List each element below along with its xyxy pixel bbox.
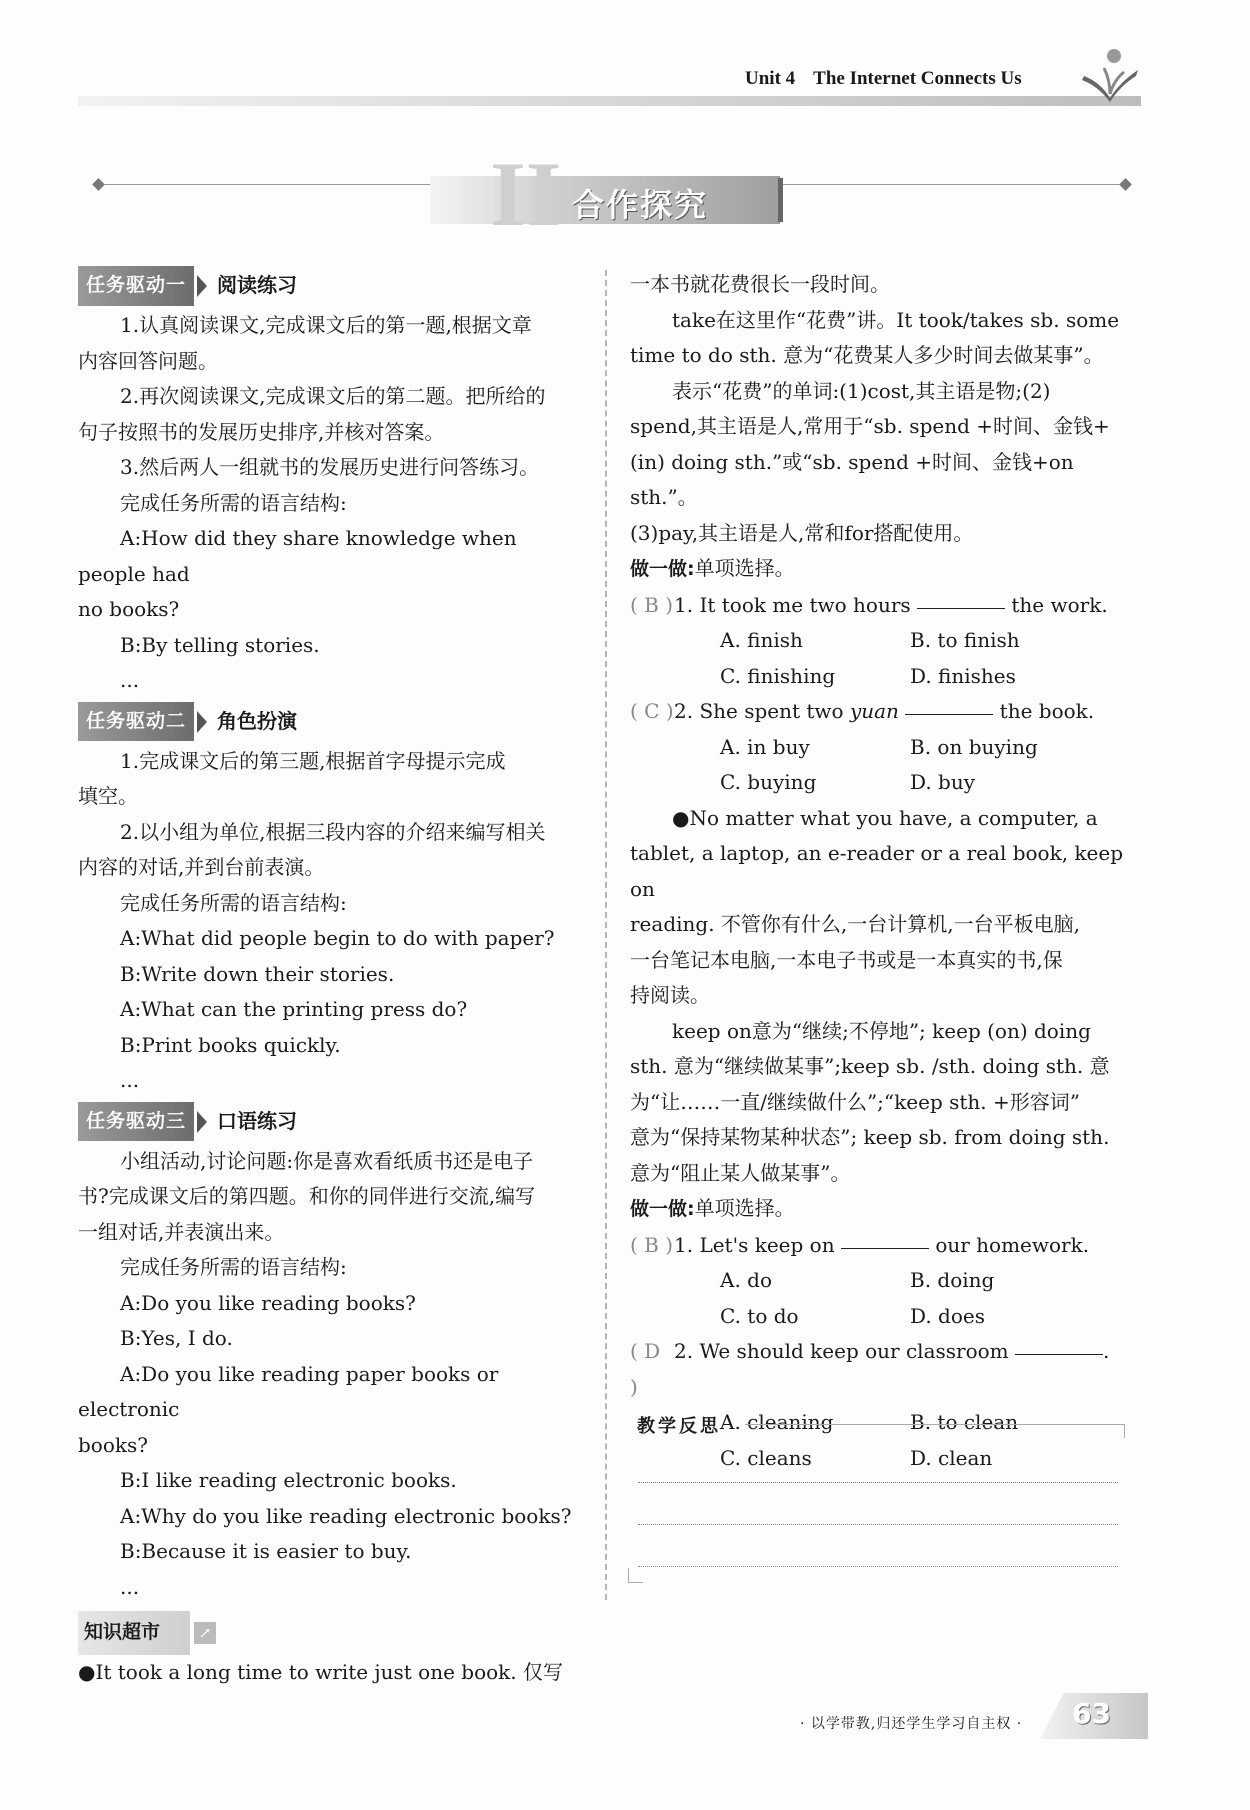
text-line: 完成任务所需的语言结构: [120, 490, 347, 515]
footer-motto: · 以学带教,归还学生学习自主权 · [800, 1716, 1023, 1732]
option: C. to do [720, 1303, 799, 1328]
arrow-icon [197, 275, 207, 297]
text-line: 一台笔记本电脑,一本电子书或是一本真实的书,保 [630, 947, 1063, 972]
exercise-instruction: 单项选择。 [694, 1196, 795, 1220]
text-line: 3.然后两人一组就书的发展历史进行问答练习。 [120, 455, 540, 479]
answer-blank [917, 588, 1005, 609]
option: D. clean [910, 1445, 993, 1470]
reflection-title: 教学反思 [637, 1416, 721, 1437]
section-title: 合作探究 [572, 186, 709, 224]
option: B. on buying [910, 734, 1038, 759]
text-line: A:What can the printing press do? [120, 997, 468, 1021]
question-tail: our homework. [935, 1232, 1090, 1257]
reflection-corner [628, 1568, 643, 1583]
answer-blank [841, 1228, 929, 1249]
text-line: 持阅读。 [630, 983, 710, 1007]
unit-title: The Internet Connects Us [813, 68, 1022, 89]
question-stem: 1. Let's keep on [674, 1232, 835, 1257]
option: C. cleans [720, 1445, 812, 1470]
text-line: take在这里作“花费”讲。It took/takes sb. some [672, 307, 1120, 332]
question-tail: the book. [999, 699, 1095, 723]
reflection-side-rule [1124, 1424, 1125, 1438]
question-4 [630, 1334, 1140, 1405]
text-line: 意为“阻止某人做某事”。 [630, 1160, 851, 1185]
knowledge-market-header [78, 1611, 586, 1655]
text-line: ●No matter what you have, a computer, a [672, 805, 1098, 830]
text-line: B:Print books quickly. [120, 1032, 341, 1057]
reflection-writing-line[interactable] [638, 1566, 1118, 1567]
task-tag: 任务驱动二 [78, 702, 194, 742]
option: A. in buy [720, 734, 810, 759]
option: C. finishing [720, 663, 836, 688]
question-tail: the work. [1011, 592, 1108, 617]
question-stem: 2. We should keep our classroom [674, 1339, 1009, 1363]
question-stem: 2. She spent two [674, 699, 844, 723]
text-line: A:What did people begin to do with paper? [120, 926, 555, 950]
knowledge-tag: 知识超市 [78, 1611, 190, 1655]
text-line: B:Write down their stories. [120, 961, 395, 986]
text-line: 内容回答问题。 [78, 348, 218, 373]
text-line: 句子按照书的发展历史排序,并核对答案。 [78, 419, 445, 444]
text-line: (in) doing sth.”或“sb. spend +时间、金钱+on sth.”。 [630, 449, 1074, 509]
text-line: reading. 不管你有什么,一台计算机,一台平板电脑, [630, 912, 1080, 936]
text-line: 1.认真阅读课文,完成课文后的第一题,根据文章 [120, 313, 532, 337]
text-line: ●It took a long time to write just one book. 仅写 [78, 1660, 564, 1684]
text-line: time to do sth. 意为“花费某人多少时间去做某事”。 [630, 343, 1104, 367]
text-line: no books? [78, 597, 180, 621]
text-line: 完成任务所需的语言结构: [120, 1255, 347, 1279]
text-line: B:I like reading electronic books. [120, 1468, 457, 1492]
text-line: 完成任务所需的语言结构: [120, 890, 347, 915]
ellipsis: ... [120, 668, 140, 692]
column-divider [605, 270, 607, 1600]
text-line: 意为“保持某物某种状态”; keep sb. from doing sth. [630, 1125, 1110, 1149]
option: A. cleaning [720, 1410, 834, 1434]
exercise-label: 做一做: [630, 1198, 695, 1220]
option: B. doing [910, 1268, 995, 1292]
reflection-writing-line[interactable] [638, 1482, 1118, 1483]
answer-blank [905, 694, 993, 715]
options-row [630, 659, 1140, 695]
options-row [630, 1441, 1140, 1477]
option: D. buy [910, 770, 976, 794]
question-3 [630, 1228, 1140, 1264]
answer: ( C ) [630, 699, 674, 723]
question-2 [630, 694, 1140, 730]
question-italic: yuan [849, 699, 899, 723]
text-line: 内容的对话,并到台前表演。 [78, 855, 325, 879]
text-line: 书?完成课文后的第四题。和你的同伴进行交流,编写 [78, 1184, 536, 1208]
options-row [630, 1299, 1140, 1335]
task-tag: 任务驱动三 [78, 1102, 194, 1142]
text-line: A:Do you like reading paper books or electronic [78, 1361, 499, 1421]
text-line: A:Do you like reading books? [120, 1290, 416, 1315]
text-line: sth. 意为“继续做某事”;keep sb. /sth. doing sth. 意 [630, 1054, 1110, 1078]
banner-end-mark [778, 178, 783, 222]
arrow-icon [197, 711, 207, 733]
exercise-heading [630, 1191, 1140, 1228]
unit-label: Unit 4 [745, 68, 796, 89]
option: D. does [910, 1303, 985, 1328]
left-column [78, 263, 586, 1691]
book-reader-logo-icon [1080, 46, 1140, 104]
text-line: 2.再次阅读课文,完成课文后的第二题。把所给的 [120, 384, 546, 408]
options-row [630, 765, 1140, 801]
text-line: 为“让……一直/继续做什么”;“keep sth. +形容词” [630, 1089, 1080, 1114]
option: A. do [720, 1268, 773, 1292]
header-bar [78, 96, 1141, 106]
right-column [630, 267, 1140, 1476]
text-line: 2.以小组为单位,根据三段内容的介绍来编写相关 [120, 819, 546, 844]
running-header [745, 68, 1040, 90]
text-line: spend,其主语是人,常用于“sb. spend +时间、金钱+ [630, 414, 1110, 438]
task-title: 口语练习 [217, 1108, 298, 1133]
option: B. to finish [910, 628, 1020, 652]
text-line: (3)pay,其主语是人,常和for搭配使用。 [630, 520, 974, 545]
task-tag: 任务驱动一 [78, 266, 194, 306]
task-header-3 [78, 1102, 586, 1142]
reflection-top-rule [745, 1424, 1125, 1425]
exercise-heading [630, 551, 1140, 588]
task-header-2 [78, 702, 586, 742]
rule-diamond-right [1119, 178, 1132, 191]
arrow-icon [197, 1111, 207, 1133]
options-row [630, 730, 1140, 766]
option: D. finishes [910, 663, 1016, 688]
rule-diamond-left [92, 178, 105, 191]
text-line: A:How did they share knowledge when people had [78, 526, 517, 586]
text-line: tablet, a laptop, an e-reader or a real book, keep on [630, 841, 1124, 901]
question-stem: 1. It took me two hours [674, 592, 911, 617]
ellipsis: ... [120, 1068, 140, 1092]
text-line: keep on意为“继续;不停地”; keep (on) doing [672, 1018, 1091, 1043]
task-header-1 [78, 266, 586, 306]
text-line: books? [78, 1432, 148, 1457]
reflection-writing-line[interactable] [638, 1524, 1118, 1525]
section-numeral: II [490, 143, 562, 245]
arrow-up-right-icon: ↗ [194, 1622, 216, 1644]
ellipsis: ... [120, 1574, 140, 1599]
text-line: 一组对话,并表演出来。 [78, 1219, 285, 1244]
text-line: A:Why do you like reading electronic books? [120, 1503, 572, 1528]
answer-blank [1015, 1334, 1103, 1355]
answer: ( B ) [630, 1232, 674, 1257]
answer: ( D ) [630, 1339, 661, 1399]
options-row [630, 1263, 1140, 1299]
option: B. to clean [910, 1410, 1019, 1434]
question-1 [630, 588, 1140, 624]
text-line: 一本书就花费很长一段时间。 [630, 272, 890, 296]
option: A. finish [720, 628, 803, 652]
text-line: 填空。 [78, 784, 138, 808]
question-tail: . [1103, 1339, 1110, 1363]
page-number: 63 [1072, 1697, 1111, 1730]
text-line: B:Because it is easier to buy. [120, 1539, 412, 1563]
text-line: B:By telling stories. [120, 632, 320, 657]
text-line: 小组活动,讨论问题:你是喜欢看纸质书还是电子 [120, 1148, 534, 1173]
option: C. buying [720, 770, 817, 794]
options-row [630, 623, 1140, 659]
text-line: 表示“花费”的单词:(1)cost,其主语是物;(2) [672, 378, 1051, 403]
answer: ( B ) [630, 592, 674, 617]
text-line: B:Yes, I do. [120, 1326, 233, 1350]
text-line: 1.完成课文后的第三题,根据首字母提示完成 [120, 748, 506, 773]
task-title: 阅读练习 [217, 273, 298, 298]
exercise-instruction: 单项选择。 [694, 556, 795, 580]
task-title: 角色扮演 [217, 708, 298, 733]
exercise-label: 做一做: [630, 558, 695, 580]
